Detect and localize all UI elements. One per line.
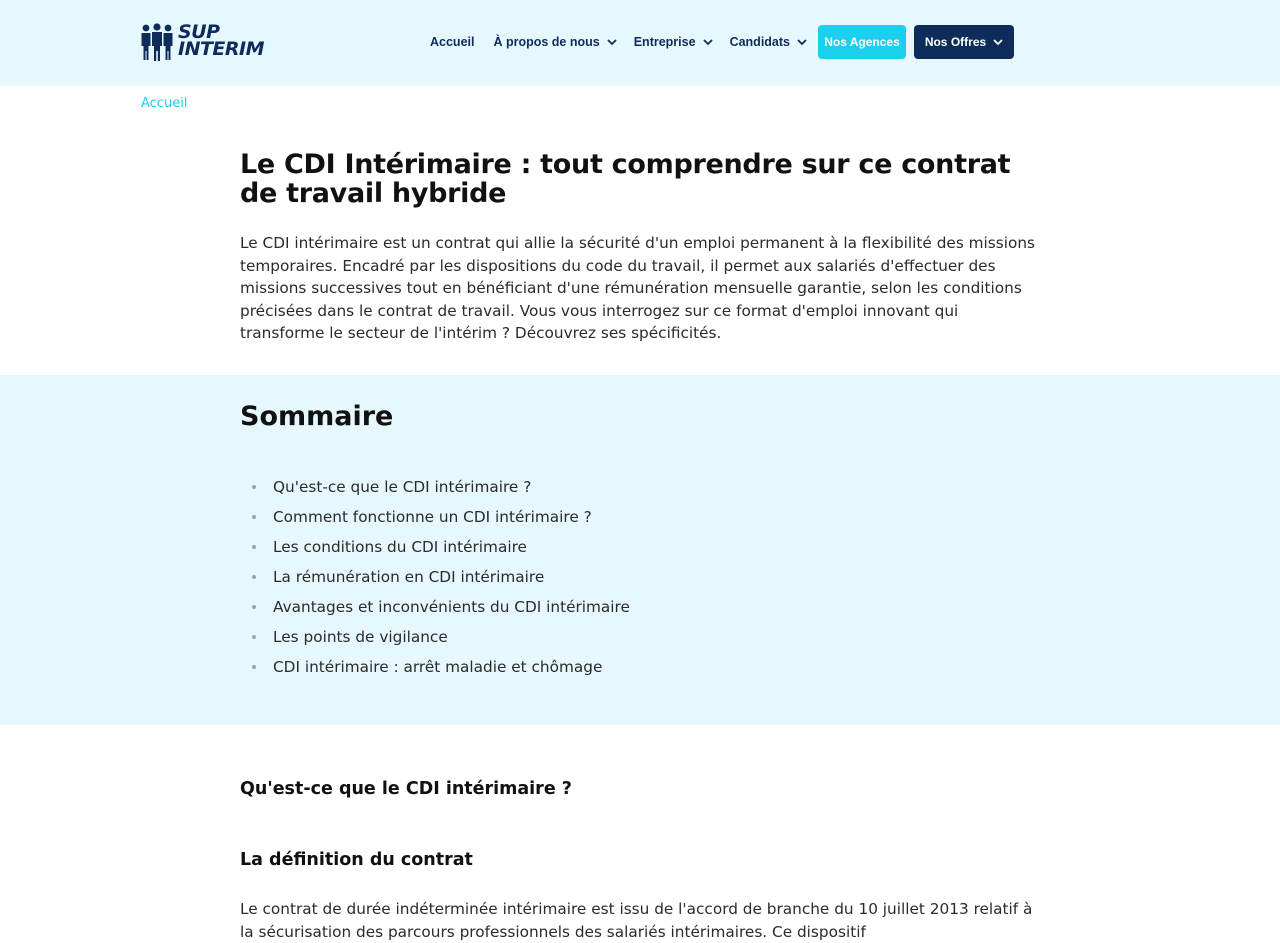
sommaire-item-label: Qu'est-ce que le CDI intérimaire ? <box>273 478 532 496</box>
bullet-icon <box>252 515 256 519</box>
bullet-icon <box>252 635 256 639</box>
nav-entreprise[interactable] <box>634 35 713 49</box>
bullet-icon <box>252 485 256 489</box>
nav-a-propos[interactable] <box>493 35 616 49</box>
bullet-icon <box>252 545 256 549</box>
nav-accueil[interactable] <box>430 35 474 49</box>
logo-line-2: INTERIM <box>178 38 265 60</box>
sommaire-title: Sommaire <box>240 401 394 432</box>
sommaire-item-label: Les conditions du CDI intérimaire <box>273 538 527 556</box>
sommaire-item-label: La rémunération en CDI intérimaire <box>273 568 545 586</box>
section-paragraph: Le contrat de durée indéterminée intérimaire est issu de l'accord de branche du 10 juillet 2013 relatif à la sécurisation des parcours professionnels des salariés intérimaires. Ce dispositif <box>240 900 1033 941</box>
sommaire-item-label: Comment fonctionne un CDI intérimaire ? <box>273 508 592 526</box>
nos-offres-label: Nos Offres <box>924 35 987 49</box>
subsection-heading: La définition du contrat <box>240 850 473 870</box>
sommaire-item[interactable] <box>240 562 630 592</box>
sommaire-item-label: CDI intérimaire : arrêt maladie et chômage <box>273 658 603 676</box>
sommaire-item[interactable] <box>240 532 630 562</box>
chevron-down-icon <box>993 37 1003 47</box>
nav-candidats-label: Candidats <box>729 35 790 49</box>
sommaire-list <box>240 472 630 682</box>
sommaire-item[interactable] <box>240 652 630 682</box>
sommaire-item[interactable] <box>240 622 630 652</box>
sommaire-item-label: Les points de vigilance <box>273 628 448 646</box>
nos-agences-label: Nos Agences <box>824 35 900 49</box>
intro-paragraph: Le CDI intérimaire est un contrat qui allie la sécurité d'un emploi permanent à la flexibilité des missions temporaires. Encadré par les dispositions du code du travail, il permet aux salariés d'effectuer des missions successives tout en bénéficiant d'une rémunération mensuelle garantie, selon les conditions précisées dans le contrat de travail. Vous vous interrogez sur ce format d'emploi innovant qui transforme le secteur de l'intérim ? Découvrez ses spécificités. <box>240 234 1036 343</box>
nos-agences-button[interactable] <box>818 25 906 59</box>
logo-line-1: SUP <box>178 21 220 43</box>
logo-wordmark <box>178 23 272 61</box>
nos-offres-button[interactable] <box>914 25 1014 59</box>
bullet-icon <box>252 665 256 669</box>
nav-entreprise-label: Entreprise <box>633 35 696 49</box>
page-title: Le CDI Intérimaire : tout comprendre sur ce contrat de travail hybride <box>240 149 1011 209</box>
chevron-down-icon <box>797 37 807 47</box>
chevron-down-icon <box>703 37 713 47</box>
sup-interim-logo[interactable] <box>140 22 272 62</box>
sommaire-item-label: Avantages et inconvénients du CDI intérimaire <box>273 598 630 616</box>
bullet-icon <box>252 575 256 579</box>
site-header <box>0 0 1280 86</box>
bullet-icon <box>252 605 256 609</box>
sommaire-section <box>0 375 1280 725</box>
section-heading: Qu'est-ce que le CDI intérimaire ? <box>240 779 572 799</box>
sommaire-item[interactable] <box>240 472 630 502</box>
nav-accueil-label: Accueil <box>430 35 475 49</box>
breadcrumb-accueil[interactable]: Accueil <box>141 96 188 111</box>
sommaire-item[interactable] <box>240 592 630 622</box>
chevron-down-icon <box>607 37 617 47</box>
sommaire-item[interactable] <box>240 502 630 532</box>
nav-candidats[interactable] <box>730 35 807 49</box>
nav-a-propos-label: À propos de nous <box>493 35 600 49</box>
main-nav <box>430 25 1014 59</box>
people-group-icon <box>140 23 176 61</box>
